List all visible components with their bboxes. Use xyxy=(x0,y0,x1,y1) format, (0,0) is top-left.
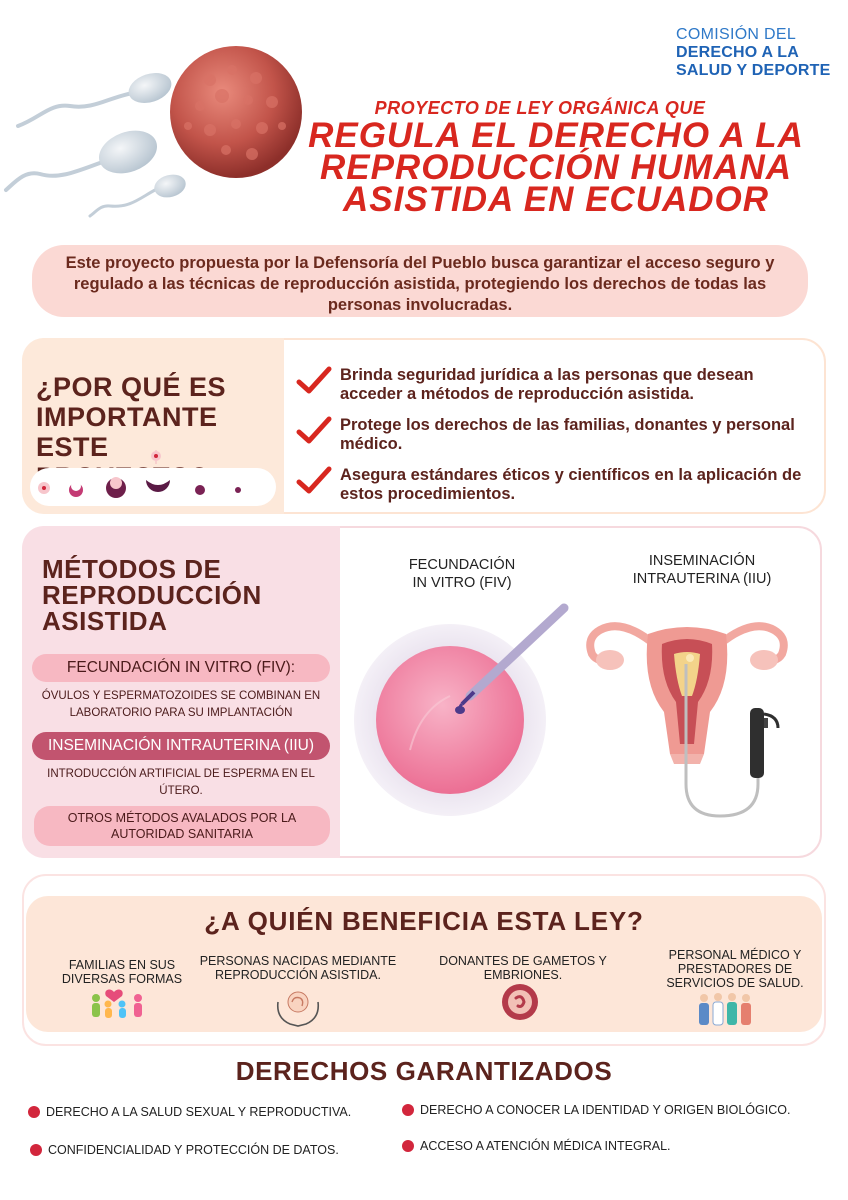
benefits-title: ¿A QUIÉN BENEFICIA ESTA LEY? xyxy=(204,906,644,936)
methods-title-line-3: ASISTIDA xyxy=(42,606,168,636)
right-item-4-text: ACCESO A ATENCIÓN MÉDICA INTEGRAL. xyxy=(420,1139,671,1153)
benefit-families: FAMILIAS EN SUS DIVERSAS FORMAS xyxy=(61,958,183,986)
iiu-description: INTRODUCCIÓN ARTIFICIAL DE ESPERMA EN EL ÚTERO. xyxy=(47,768,315,797)
benefit-persons-born: PERSONAS NACIDAS MEDIANTE REPRODUCCIÓN ASISTIDA. xyxy=(199,954,397,982)
benefit-medical-staff: PERSONAL MÉDICO Y PRESTADORES DE SERVICIOS DE SALUD. xyxy=(666,948,804,990)
methods-title-line-1: MÉTODOS DE xyxy=(42,554,222,584)
benefit-donors: DONANTES DE GAMETOS Y EMBRIONES. xyxy=(439,954,607,982)
medical-staff-icon xyxy=(696,990,756,1028)
checkmark-icon xyxy=(296,416,332,446)
why-item-3-text: Asegura estándares éticos y científicos en la aplicación de estos procedimientos. xyxy=(340,466,802,503)
intro-text: Este proyecto propuesta por la Defensoría del Pueblo busca garantizar el acceso seguro y regulado a las técnicas de reproducción asistida, protegiendo los derechos de todas las personas involucradas. xyxy=(65,254,775,314)
fiv-illustration-label xyxy=(392,556,532,592)
other-methods-pill: OTROS MÉTODOS AVALADOS POR LA AUTORIDAD SANITARIA xyxy=(34,806,330,846)
rights-title: DERECHOS GARANTIZADOS xyxy=(235,1056,613,1086)
title-line-1: REGULA EL DERECHO A LA xyxy=(308,116,804,155)
right-item-1 xyxy=(28,1104,398,1120)
ivf-egg-injection-illustration xyxy=(350,600,580,830)
fiv-pill: FECUNDACIÓN IN VITRO (FIV): xyxy=(32,654,330,682)
commission-logo xyxy=(676,26,836,80)
why-title-line-3: ESTE xyxy=(36,432,109,462)
commission-line-3: SALUD Y DEPORTE xyxy=(676,62,831,79)
why-item-3 xyxy=(296,466,806,506)
right-item-2 xyxy=(402,1102,832,1118)
fiv-description: ÓVULOS Y ESPERMATOZOIDES SE COMBINAN EN LABORATORIO PARA SU IMPLANTACIÓN xyxy=(41,690,321,719)
checkmark-icon xyxy=(296,466,332,496)
bullet-icon xyxy=(402,1140,414,1152)
embryo-icon xyxy=(500,982,540,1022)
bullet-icon xyxy=(30,1144,42,1156)
why-item-2-text: Protege los derechos de las familias, donantes y personal médico. xyxy=(340,416,795,453)
fiv-label-line-2: IN VITRO (FIV) xyxy=(412,575,512,591)
right-item-2-text: DERECHO A CONOCER LA IDENTIDAD Y ORIGEN BIOLÓGICO. xyxy=(420,1103,791,1117)
right-item-3-text: CONFIDENCIALIDAD Y PROTECCIÓN DE DATOS. xyxy=(48,1143,339,1157)
checkmark-icon xyxy=(296,366,332,396)
fiv-label-line-1: FECUNDACIÓN xyxy=(408,557,516,573)
methods-title-line-2: REPRODUCCIÓN xyxy=(42,580,262,610)
page-title xyxy=(296,116,816,219)
cell-division-icon xyxy=(30,446,276,506)
iiu-pill: INSEMINACIÓN INTRAUTERINA (IIU) xyxy=(32,732,330,760)
title-line-2: REPRODUCCIÓN HUMANA xyxy=(319,148,793,187)
uterus-insemination-illustration xyxy=(582,604,792,824)
methods-title xyxy=(42,556,322,634)
family-icon xyxy=(86,986,150,1022)
why-item-2 xyxy=(296,416,806,456)
why-title-line-2: IMPORTANTE xyxy=(36,402,218,432)
baby-in-hands-icon xyxy=(272,988,324,1028)
iiu-label-line-1: INSEMINACIÓN xyxy=(648,553,756,569)
iiu-illustration-label xyxy=(622,552,782,588)
iiu-label-line-2: INTRAUTERINA (IIU) xyxy=(632,571,772,587)
right-item-1-text: DERECHO A LA SALUD SEXUAL Y REPRODUCTIVA. xyxy=(46,1105,352,1119)
bullet-icon xyxy=(28,1106,40,1118)
why-item-1 xyxy=(296,366,806,406)
right-item-4 xyxy=(402,1138,832,1154)
intro-banner xyxy=(32,245,808,317)
right-item-3 xyxy=(30,1142,400,1158)
commission-line-1: COMISIÓN DEL xyxy=(676,26,797,43)
bullet-icon xyxy=(402,1104,414,1116)
title-kicker: PROYECTO DE LEY ORGÁNICA QUE xyxy=(374,98,706,118)
commission-line-2: DERECHO A LA xyxy=(676,44,799,61)
egg-and-sperm-illustration xyxy=(0,30,310,220)
why-title-line-1: ¿POR QUÉ ES xyxy=(36,372,227,402)
why-item-1-text: Brinda seguridad jurídica a las personas que desean acceder a métodos de reproducción asistida. xyxy=(340,366,754,403)
title-line-3: ASISTIDA EN ECUADOR xyxy=(342,180,770,219)
